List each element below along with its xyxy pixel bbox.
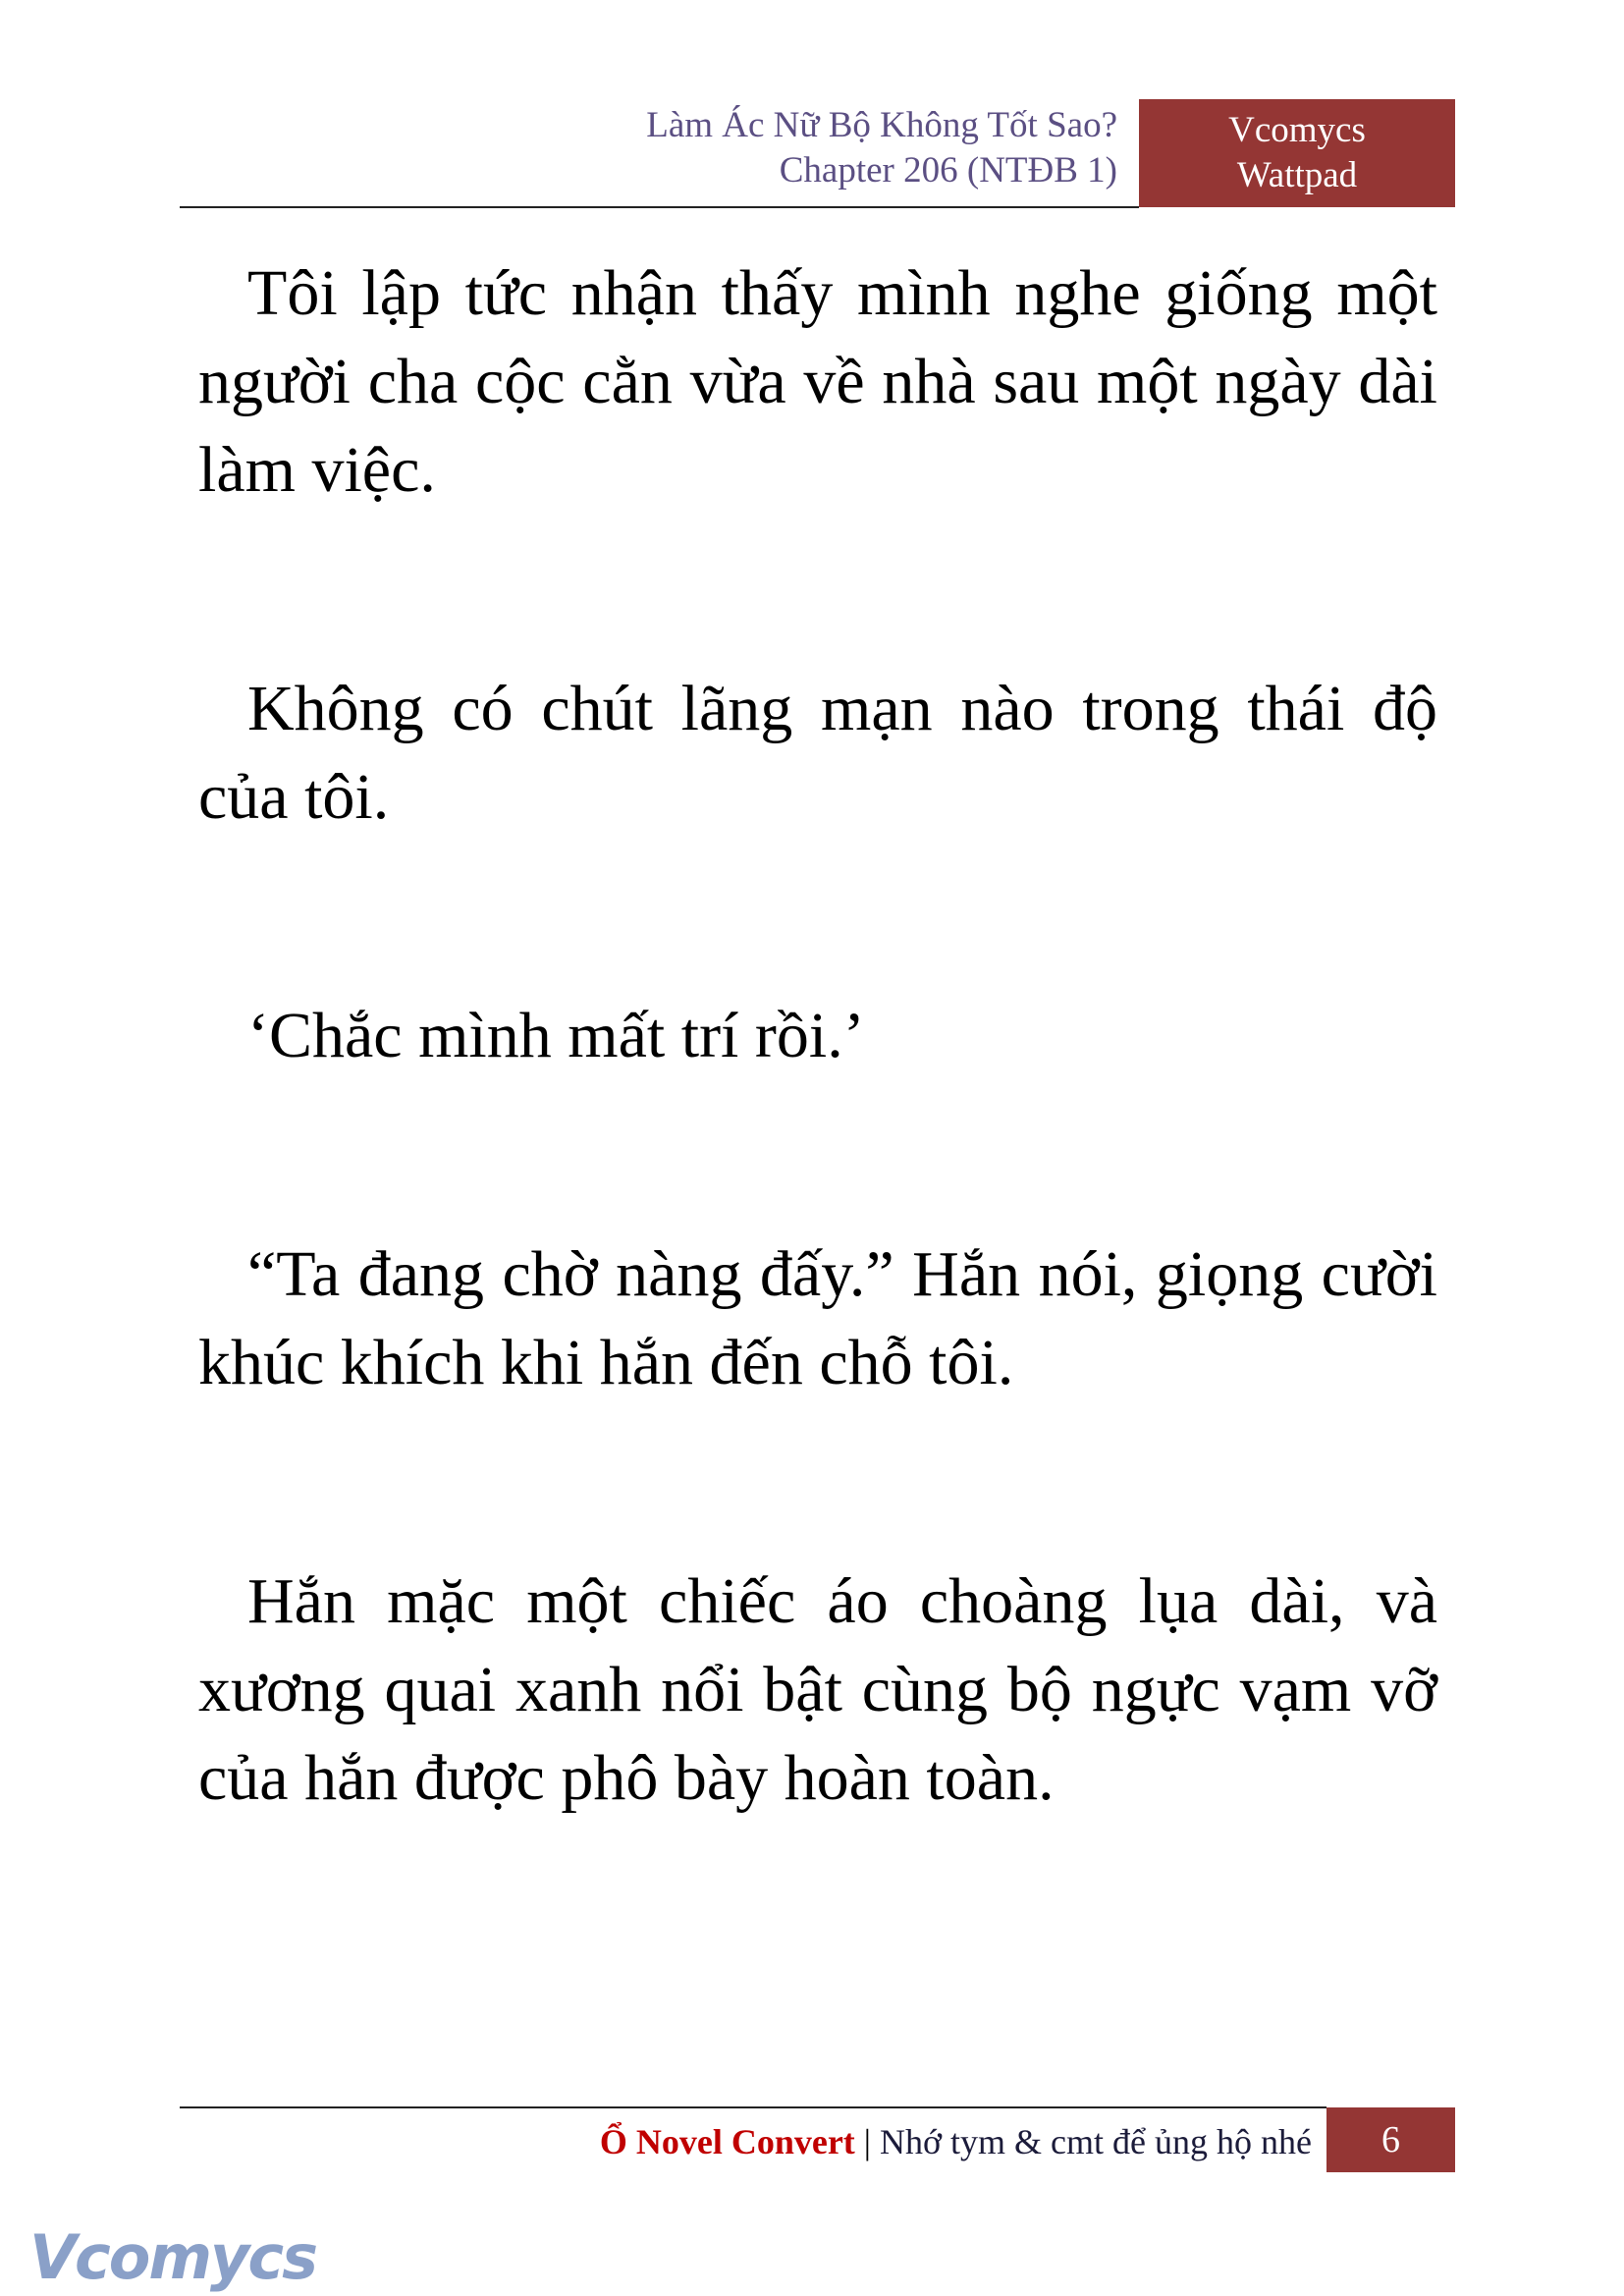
watermark-logo: Vcomycs <box>29 2221 317 2293</box>
source-badge-line1: Vcomycs <box>1228 110 1366 150</box>
footer-line <box>600 2112 1312 2171</box>
page-number: 6 <box>1381 2119 1400 2160</box>
footer-divider <box>180 2106 1326 2108</box>
source-badge-line2: Wattpad <box>1236 155 1358 195</box>
page-number-badge <box>1326 2107 1455 2172</box>
footer-brand: Ổ Novel Convert <box>599 2122 855 2161</box>
source-badge <box>1139 99 1455 207</box>
header-divider <box>180 206 1139 208</box>
running-header <box>646 103 1117 193</box>
paragraph: Hắn mặc một chiếc áo choàng lụa dài, và xương quai xanh nổi bật cùng bộ ngực vạm vỡ của hắn được phô bày hoàn toàn. <box>198 1565 1437 1814</box>
chapter-title: Chapter 206 (NTĐB 1) <box>779 150 1117 191</box>
footer-separator: | <box>863 2122 872 2161</box>
footer-note: Nhớ tym & cmt để ủng hộ nhé <box>880 2122 1312 2161</box>
paragraph: Tôi lập tức nhận thấy mình nghe giống một người cha cộc cằn vừa về nhà sau một ngày dài làm việc. <box>198 257 1437 506</box>
paragraph: Không có chút lãng mạn nào trong thái độ của tôi. <box>198 673 1437 833</box>
chapter-body <box>198 249 1437 1823</box>
book-title: Làm Ác Nữ Bộ Không Tốt Sao? <box>646 105 1117 145</box>
paragraph: ‘Chắc mình mất trí rồi.’ <box>247 1000 865 1071</box>
paragraph: “Ta đang chờ nàng đấy.” Hắn nói, giọng cười khúc khích khi hắn đến chỗ tôi. <box>198 1238 1437 1398</box>
